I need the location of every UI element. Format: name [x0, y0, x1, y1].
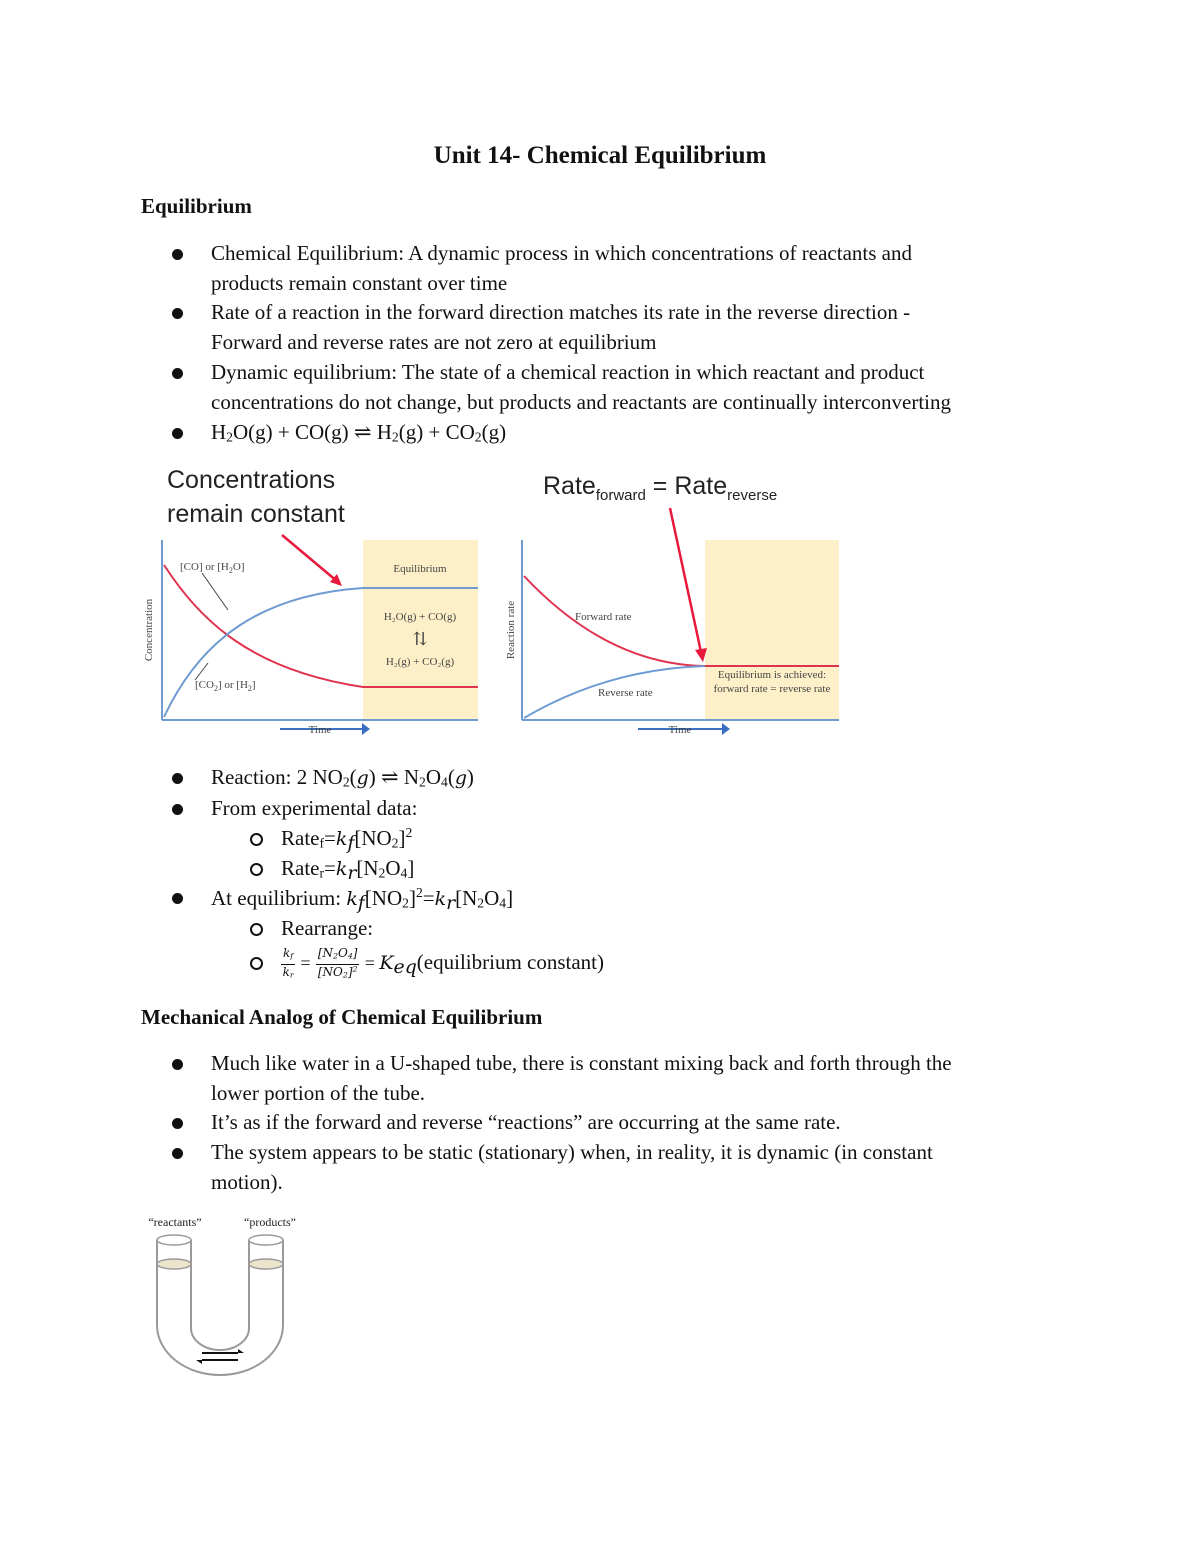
forward-rate-label: Forward rate [575, 611, 632, 623]
tube-opening-left [157, 1235, 191, 1245]
reactants-label: “reactants” [148, 1215, 202, 1229]
concentration-graph [140, 520, 490, 750]
u-tube-diagram [140, 1210, 320, 1390]
products-label: “products” [244, 1215, 296, 1229]
list-item: Rearrange: [281, 916, 374, 940]
list-item-line: motion). [211, 1170, 283, 1194]
bullet [172, 804, 183, 815]
y-axis-label: Reaction rate [505, 600, 517, 660]
list-item-line: lower portion of the tube. [211, 1081, 426, 1105]
bullet [172, 893, 183, 904]
forward-arrow-head-icon [238, 1349, 244, 1353]
label-product: $[CO_2]$ or $[H_2]$ [195, 679, 256, 693]
u-tube-inner [191, 1240, 249, 1350]
equilibrium-equation-top: H₂O(g) + CO(g) [383, 611, 457, 623]
equilibrium-arrows-icon: ⇅ [412, 629, 428, 649]
list-item [211, 1107, 1071, 1137]
list-item-line: Chemical Equilibrium: A dynamic process in which concentrations of reactants and [211, 241, 912, 265]
list-item-line: products remain constant over time [211, 271, 508, 295]
fraction-k: $\frac{k_f}{k_r}$ [282, 946, 294, 980]
section-heading-equilibrium: Equilibrium [141, 194, 252, 218]
reaction-no2: Reaction: 2 $NO_2(g)$ ⇌ $N_2O_4(g)$ [211, 765, 474, 790]
rate-graph [500, 500, 850, 750]
bullet [172, 773, 183, 784]
list-item-line: Much like water in a U-shaped tube, there is constant mixing back and forth through the [211, 1051, 952, 1075]
bullet [172, 308, 183, 319]
equilibrium-achieved-line1: Equilibrium is achieved: [717, 669, 827, 681]
x-axis-label: Time [668, 724, 692, 736]
tube-opening-right [249, 1235, 283, 1245]
list-item [211, 297, 1071, 357]
list-item [211, 1048, 1071, 1108]
x-axis-label: Time [308, 724, 332, 736]
callout-line: remain constant [167, 500, 345, 528]
list-item-line: Rate of a reaction in the forward direction matches its rate in the reverse direction - [211, 300, 911, 324]
water-level-right [249, 1259, 283, 1269]
leader-line [202, 573, 228, 610]
bullet [172, 249, 183, 260]
rate-reverse-law: $Rate_r=k_r[N_2O_4]$ [281, 856, 415, 884]
page-title: Unit 14- Chemical Equilibrium [433, 142, 767, 169]
reverse-rate-label: Reverse rate [598, 687, 653, 699]
equilibrium-equation-bottom: H₂(g) + CO₂(g) [385, 656, 455, 668]
bullet [172, 1059, 183, 1070]
equilibrium-label: Equilibrium [393, 563, 447, 575]
list-item: From experimental data: [211, 796, 418, 820]
list-item-line: The system appears to be static (stationary) when, in reality, it is dynamic (in constant [211, 1140, 933, 1164]
list-item [211, 238, 1071, 298]
sub-bullet [250, 957, 263, 970]
bullet [172, 428, 183, 439]
list-item [211, 1137, 1071, 1197]
section-heading-mechanical-analog: Mechanical Analog of Chemical Equilibrium [141, 1005, 543, 1029]
sub-bullet [250, 863, 263, 876]
list-item-line: Dynamic equilibrium: The state of a chemical reaction in which reactant and product [211, 360, 925, 384]
callout-arrow-icon [670, 508, 701, 652]
y-axis-label: Concentration [143, 598, 155, 662]
reverse-arrow-head-icon [196, 1360, 202, 1364]
list-item-line: concentrations do not change, but products and reactants are continually interconverting [211, 390, 951, 414]
sub-bullet [250, 923, 263, 936]
list-item-line: Forward and reverse rates are not zero at equilibrium [211, 330, 657, 354]
callout-line: Concentrations [167, 466, 336, 494]
bullet [172, 368, 183, 379]
time-arrow-head-icon [362, 723, 370, 735]
sub-bullet [250, 833, 263, 846]
equation-water-gas-shift: $H_2O(g) + CO(g)$ ⇌ $H_2(g) + CO_2(g)$ [211, 420, 507, 445]
time-arrow-head-icon [722, 723, 730, 735]
list-item-line: It’s as if the forward and reverse “reactions” are occurring at the same rate. [211, 1110, 841, 1134]
fraction-concentration: $\frac{[N_2O_4]}{[NO_2]^2}$ [317, 946, 358, 980]
callout-arrow-icon [282, 535, 338, 582]
water-level-left [157, 1259, 191, 1269]
equilibrium-achieved-line2: forward rate = reverse rate [713, 683, 831, 695]
bullet [172, 1118, 183, 1129]
list-item [211, 357, 1071, 417]
rate-forward-law: $Rate_f=k_f[NO_2]^2$ [281, 824, 413, 854]
callout-rates-equal: Rate$_{forward}$ = Rate$_{reverse}$ [543, 472, 778, 504]
equilibrium-constant-expression: $\frac{k_f}{k_r}$ = $\frac{[N_2O_4]}{[NO_2]^2}$ = $K_{eq}(equilibrium$ constant) [281, 942, 604, 987]
label-reactant: [CO] or $[H_2O]$ [180, 561, 245, 575]
bullet [172, 1148, 183, 1159]
equilibrium-rate-equality: At equilibrium: $k_f[NO_2]^2=k_r[N_2O_4]$ [211, 884, 514, 914]
